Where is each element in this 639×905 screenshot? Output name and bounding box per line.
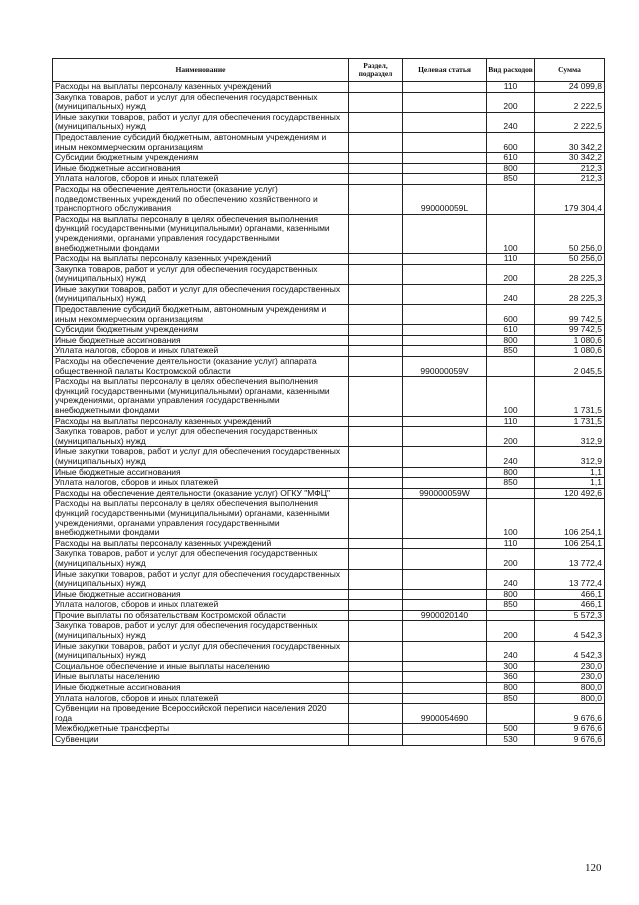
cell-name: Прочие выплаты по обязательствам Костромской области bbox=[53, 610, 349, 621]
cell-target bbox=[403, 305, 487, 325]
table-row bbox=[53, 264, 605, 284]
cell-name: Иные закупки товаров, работ и услуг для обеспечения государственных (муниципальных) нужд bbox=[53, 112, 349, 132]
cell-target bbox=[403, 132, 487, 152]
cell-sum: 1 080,6 bbox=[535, 346, 605, 357]
cell-section bbox=[349, 478, 403, 489]
cell-section bbox=[349, 447, 403, 467]
cell-sum: 9 676,6 bbox=[535, 704, 605, 724]
cell-vid: 850 bbox=[487, 600, 535, 611]
table-header-row bbox=[53, 59, 605, 82]
cell-section bbox=[349, 672, 403, 683]
cell-section bbox=[349, 214, 403, 253]
cell-target: 990000059W bbox=[403, 488, 487, 499]
cell-vid bbox=[487, 704, 535, 724]
cell-target: 9900020140 bbox=[403, 610, 487, 621]
cell-name: Межбюджетные трансферты bbox=[53, 724, 349, 735]
cell-sum: 312,9 bbox=[535, 427, 605, 447]
cell-name: Закупка товаров, работ и услуг для обеспечения государственных (муниципальных) нужд bbox=[53, 621, 349, 641]
cell-section bbox=[349, 92, 403, 112]
table-row bbox=[53, 661, 605, 672]
cell-section bbox=[349, 416, 403, 427]
cell-sum: 4 542,3 bbox=[535, 641, 605, 661]
table-row bbox=[53, 284, 605, 304]
table-row bbox=[53, 82, 605, 93]
cell-target bbox=[403, 600, 487, 611]
cell-target bbox=[403, 693, 487, 704]
cell-target bbox=[403, 672, 487, 683]
cell-vid: 110 bbox=[487, 416, 535, 427]
cell-target bbox=[403, 174, 487, 185]
cell-vid: 200 bbox=[487, 92, 535, 112]
cell-section bbox=[349, 724, 403, 735]
table-row bbox=[53, 112, 605, 132]
cell-section bbox=[349, 254, 403, 265]
cell-vid: 200 bbox=[487, 621, 535, 641]
cell-vid: 240 bbox=[487, 447, 535, 467]
table-row bbox=[53, 693, 605, 704]
cell-target bbox=[403, 335, 487, 346]
table-row bbox=[53, 427, 605, 447]
table-row bbox=[53, 447, 605, 467]
cell-name: Расходы на обеспечение деятельности (оказание услуг) подведомственных учреждений по обеспечению хозяйственного и транспортного обслуживания bbox=[53, 184, 349, 214]
cell-name: Иные закупки товаров, работ и услуг для обеспечения государственных (муниципальных) нужд bbox=[53, 284, 349, 304]
cell-name: Иные закупки товаров, работ и услуг для обеспечения государственных (муниципальных) нужд bbox=[53, 447, 349, 467]
table-row bbox=[53, 377, 605, 416]
cell-vid: 800 bbox=[487, 589, 535, 600]
cell-section bbox=[349, 499, 403, 538]
cell-target bbox=[403, 478, 487, 489]
cell-target bbox=[403, 735, 487, 746]
cell-section bbox=[349, 683, 403, 694]
cell-target: 9900054690 bbox=[403, 704, 487, 724]
cell-name: Расходы на выплаты персоналу казенных учреждений bbox=[53, 82, 349, 93]
cell-target: 990000059V bbox=[403, 357, 487, 377]
cell-target bbox=[403, 346, 487, 357]
cell-target bbox=[403, 549, 487, 569]
cell-sum: 2 222,5 bbox=[535, 112, 605, 132]
cell-vid: 600 bbox=[487, 132, 535, 152]
header-sum: Сумма bbox=[535, 59, 605, 82]
cell-section bbox=[349, 661, 403, 672]
cell-section bbox=[349, 735, 403, 746]
cell-target bbox=[403, 589, 487, 600]
cell-sum: 24 099,8 bbox=[535, 82, 605, 93]
cell-sum: 2 222,5 bbox=[535, 92, 605, 112]
cell-sum: 9 676,6 bbox=[535, 735, 605, 746]
cell-target bbox=[403, 214, 487, 253]
cell-name: Уплата налогов, сборов и иных платежей bbox=[53, 478, 349, 489]
table-row bbox=[53, 621, 605, 641]
table-row bbox=[53, 589, 605, 600]
cell-target bbox=[403, 538, 487, 549]
cell-vid: 530 bbox=[487, 735, 535, 746]
cell-sum: 179 304,4 bbox=[535, 184, 605, 214]
cell-section bbox=[349, 357, 403, 377]
cell-section bbox=[349, 264, 403, 284]
table-row bbox=[53, 184, 605, 214]
cell-name: Иные выплаты населению bbox=[53, 672, 349, 683]
table-row bbox=[53, 735, 605, 746]
cell-target bbox=[403, 82, 487, 93]
cell-section bbox=[349, 600, 403, 611]
cell-name: Расходы на выплаты персоналу казенных учреждений bbox=[53, 254, 349, 265]
header-target: Целевая статья bbox=[403, 59, 487, 82]
table-row bbox=[53, 549, 605, 569]
cell-section bbox=[349, 621, 403, 641]
cell-sum: 312,9 bbox=[535, 447, 605, 467]
cell-sum: 9 676,6 bbox=[535, 724, 605, 735]
cell-sum: 800,0 bbox=[535, 693, 605, 704]
cell-section bbox=[349, 163, 403, 174]
cell-vid bbox=[487, 610, 535, 621]
table-row bbox=[53, 672, 605, 683]
cell-vid: 200 bbox=[487, 264, 535, 284]
cell-vid bbox=[487, 184, 535, 214]
cell-section bbox=[349, 82, 403, 93]
header-vid: Вид расходов bbox=[487, 59, 535, 82]
cell-vid bbox=[487, 488, 535, 499]
cell-sum: 13 772,4 bbox=[535, 549, 605, 569]
table-row bbox=[53, 325, 605, 336]
cell-section bbox=[349, 467, 403, 478]
cell-name: Предоставление субсидий бюджетным, автономным учреждениям и иным некоммерческим организациям bbox=[53, 132, 349, 152]
cell-name: Иные бюджетные ассигнования bbox=[53, 683, 349, 694]
cell-vid: 850 bbox=[487, 174, 535, 185]
cell-target bbox=[403, 416, 487, 427]
cell-target bbox=[403, 264, 487, 284]
cell-section bbox=[349, 325, 403, 336]
cell-sum: 106 254,1 bbox=[535, 499, 605, 538]
cell-sum: 50 256,0 bbox=[535, 254, 605, 265]
table-row bbox=[53, 499, 605, 538]
cell-name: Субвенции bbox=[53, 735, 349, 746]
table-row bbox=[53, 132, 605, 152]
cell-name: Расходы на выплаты персоналу в целях обеспечения выполнения функций государственными (муниципальными) органами, казенными учреждениями, органами управления государственными внебюджетными фондами bbox=[53, 214, 349, 253]
cell-name: Уплата налогов, сборов и иных платежей bbox=[53, 174, 349, 185]
cell-name: Уплата налогов, сборов и иных платежей bbox=[53, 600, 349, 611]
cell-sum: 230,0 bbox=[535, 661, 605, 672]
table-row bbox=[53, 488, 605, 499]
table-row bbox=[53, 641, 605, 661]
cell-vid: 110 bbox=[487, 254, 535, 265]
cell-section bbox=[349, 335, 403, 346]
cell-target bbox=[403, 92, 487, 112]
table-body bbox=[53, 82, 605, 746]
cell-sum: 5 572,3 bbox=[535, 610, 605, 621]
cell-target bbox=[403, 153, 487, 164]
table-row bbox=[53, 478, 605, 489]
cell-vid: 100 bbox=[487, 377, 535, 416]
cell-name: Уплата налогов, сборов и иных платежей bbox=[53, 693, 349, 704]
cell-vid: 850 bbox=[487, 693, 535, 704]
table-row bbox=[53, 538, 605, 549]
cell-sum: 28 225,3 bbox=[535, 284, 605, 304]
cell-target: 990000059L bbox=[403, 184, 487, 214]
cell-target bbox=[403, 467, 487, 478]
header-name: Наименование bbox=[53, 59, 349, 82]
page-number: 120 bbox=[585, 862, 602, 874]
cell-vid: 800 bbox=[487, 467, 535, 478]
table-row bbox=[53, 305, 605, 325]
cell-name: Иные бюджетные ассигнования bbox=[53, 589, 349, 600]
table-row bbox=[53, 724, 605, 735]
cell-target bbox=[403, 112, 487, 132]
cell-sum: 1 080,6 bbox=[535, 335, 605, 346]
cell-target bbox=[403, 325, 487, 336]
cell-section bbox=[349, 549, 403, 569]
cell-vid: 240 bbox=[487, 112, 535, 132]
cell-name: Расходы на выплаты персоналу казенных учреждений bbox=[53, 538, 349, 549]
cell-sum: 1 731,5 bbox=[535, 416, 605, 427]
cell-sum: 4 542,3 bbox=[535, 621, 605, 641]
cell-name: Расходы на обеспечение деятельности (оказание услуг) аппарата общественной палаты Костромской области bbox=[53, 357, 349, 377]
cell-name: Закупка товаров, работ и услуг для обеспечения государственных (муниципальных) нужд bbox=[53, 427, 349, 447]
table-row bbox=[53, 683, 605, 694]
table-row bbox=[53, 153, 605, 164]
cell-vid: 800 bbox=[487, 683, 535, 694]
cell-target bbox=[403, 569, 487, 589]
cell-sum: 106 254,1 bbox=[535, 538, 605, 549]
cell-name: Расходы на выплаты персоналу в целях обеспечения выполнения функций государственными (муниципальными) органами, казенными учреждениями, органами управления государственными внебюджетными фондами bbox=[53, 499, 349, 538]
cell-name: Закупка товаров, работ и услуг для обеспечения государственных (муниципальных) нужд bbox=[53, 92, 349, 112]
cell-name: Расходы на выплаты персоналу казенных учреждений bbox=[53, 416, 349, 427]
cell-sum: 30 342,2 bbox=[535, 132, 605, 152]
cell-section bbox=[349, 704, 403, 724]
cell-section bbox=[349, 346, 403, 357]
cell-sum: 212,3 bbox=[535, 174, 605, 185]
cell-section bbox=[349, 427, 403, 447]
cell-vid: 800 bbox=[487, 163, 535, 174]
cell-section bbox=[349, 377, 403, 416]
cell-section bbox=[349, 488, 403, 499]
table-row bbox=[53, 174, 605, 185]
cell-name: Субсидии бюджетным учреждениям bbox=[53, 325, 349, 336]
cell-target bbox=[403, 163, 487, 174]
cell-vid: 610 bbox=[487, 325, 535, 336]
cell-vid: 240 bbox=[487, 569, 535, 589]
cell-section bbox=[349, 184, 403, 214]
cell-section bbox=[349, 589, 403, 600]
cell-target bbox=[403, 683, 487, 694]
cell-target bbox=[403, 284, 487, 304]
cell-name: Иные бюджетные ассигнования bbox=[53, 467, 349, 478]
cell-vid: 240 bbox=[487, 641, 535, 661]
cell-name: Закупка товаров, работ и услуг для обеспечения государственных (муниципальных) нужд bbox=[53, 264, 349, 284]
cell-section bbox=[349, 153, 403, 164]
table-row bbox=[53, 600, 605, 611]
cell-vid: 100 bbox=[487, 214, 535, 253]
cell-sum: 50 256,0 bbox=[535, 214, 605, 253]
cell-sum: 212,3 bbox=[535, 163, 605, 174]
cell-vid bbox=[487, 357, 535, 377]
cell-sum: 2 045,5 bbox=[535, 357, 605, 377]
cell-sum: 466,1 bbox=[535, 589, 605, 600]
cell-vid: 800 bbox=[487, 335, 535, 346]
cell-vid: 240 bbox=[487, 284, 535, 304]
cell-target bbox=[403, 499, 487, 538]
cell-sum: 466,1 bbox=[535, 600, 605, 611]
table-row bbox=[53, 254, 605, 265]
cell-sum: 1 731,5 bbox=[535, 377, 605, 416]
cell-section bbox=[349, 641, 403, 661]
cell-section bbox=[349, 610, 403, 621]
cell-vid: 100 bbox=[487, 499, 535, 538]
table-row bbox=[53, 357, 605, 377]
cell-target bbox=[403, 254, 487, 265]
cell-vid: 200 bbox=[487, 427, 535, 447]
cell-target bbox=[403, 661, 487, 672]
cell-sum: 120 492,6 bbox=[535, 488, 605, 499]
cell-section bbox=[349, 305, 403, 325]
cell-target bbox=[403, 724, 487, 735]
cell-sum: 800,0 bbox=[535, 683, 605, 694]
cell-section bbox=[349, 132, 403, 152]
cell-name: Социальное обеспечение и иные выплаты населению bbox=[53, 661, 349, 672]
cell-name: Предоставление субсидий бюджетным, автономным учреждениям и иным некоммерческим организациям bbox=[53, 305, 349, 325]
cell-vid: 110 bbox=[487, 82, 535, 93]
cell-name: Иные бюджетные ассигнования bbox=[53, 335, 349, 346]
header-section: Раздел, подраздел bbox=[349, 59, 403, 82]
table-row bbox=[53, 346, 605, 357]
table-row bbox=[53, 610, 605, 621]
cell-name: Расходы на обеспечение деятельности (оказание услуг) ОГКУ "МФЦ" bbox=[53, 488, 349, 499]
table-row bbox=[53, 163, 605, 174]
cell-section bbox=[349, 693, 403, 704]
cell-vid: 300 bbox=[487, 661, 535, 672]
cell-vid: 110 bbox=[487, 538, 535, 549]
cell-sum: 28 225,3 bbox=[535, 264, 605, 284]
cell-name: Расходы на выплаты персоналу в целях обеспечения выполнения функций государственными (муниципальными) органами, казенными учреждениями, органами управления государственными внебюджетными фондами bbox=[53, 377, 349, 416]
cell-vid: 600 bbox=[487, 305, 535, 325]
cell-section bbox=[349, 569, 403, 589]
cell-section bbox=[349, 112, 403, 132]
cell-sum: 1,1 bbox=[535, 467, 605, 478]
cell-target bbox=[403, 641, 487, 661]
table-row bbox=[53, 416, 605, 427]
cell-target bbox=[403, 621, 487, 641]
cell-name: Иные закупки товаров, работ и услуг для обеспечения государственных (муниципальных) нужд bbox=[53, 641, 349, 661]
cell-name: Иные закупки товаров, работ и услуг для обеспечения государственных (муниципальных) нужд bbox=[53, 569, 349, 589]
cell-sum: 13 772,4 bbox=[535, 569, 605, 589]
cell-section bbox=[349, 284, 403, 304]
cell-vid: 610 bbox=[487, 153, 535, 164]
cell-vid: 200 bbox=[487, 549, 535, 569]
cell-name: Иные бюджетные ассигнования bbox=[53, 163, 349, 174]
cell-name: Субвенции на проведение Всероссийской переписи населения 2020 года bbox=[53, 704, 349, 724]
table-row bbox=[53, 214, 605, 253]
table-row bbox=[53, 704, 605, 724]
cell-name: Субсидии бюджетным учреждениям bbox=[53, 153, 349, 164]
cell-sum: 99 742,5 bbox=[535, 325, 605, 336]
cell-target bbox=[403, 427, 487, 447]
cell-vid: 850 bbox=[487, 478, 535, 489]
cell-target bbox=[403, 447, 487, 467]
table-row bbox=[53, 467, 605, 478]
cell-vid: 500 bbox=[487, 724, 535, 735]
table-row bbox=[53, 92, 605, 112]
budget-table bbox=[52, 58, 605, 746]
cell-sum: 230,0 bbox=[535, 672, 605, 683]
cell-sum: 1,1 bbox=[535, 478, 605, 489]
cell-sum: 30 342,2 bbox=[535, 153, 605, 164]
cell-section bbox=[349, 174, 403, 185]
cell-name: Закупка товаров, работ и услуг для обеспечения государственных (муниципальных) нужд bbox=[53, 549, 349, 569]
cell-vid: 850 bbox=[487, 346, 535, 357]
cell-section bbox=[349, 538, 403, 549]
table-row bbox=[53, 335, 605, 346]
table-row bbox=[53, 569, 605, 589]
cell-target bbox=[403, 377, 487, 416]
cell-sum: 99 742,5 bbox=[535, 305, 605, 325]
cell-vid: 360 bbox=[487, 672, 535, 683]
cell-name: Уплата налогов, сборов и иных платежей bbox=[53, 346, 349, 357]
